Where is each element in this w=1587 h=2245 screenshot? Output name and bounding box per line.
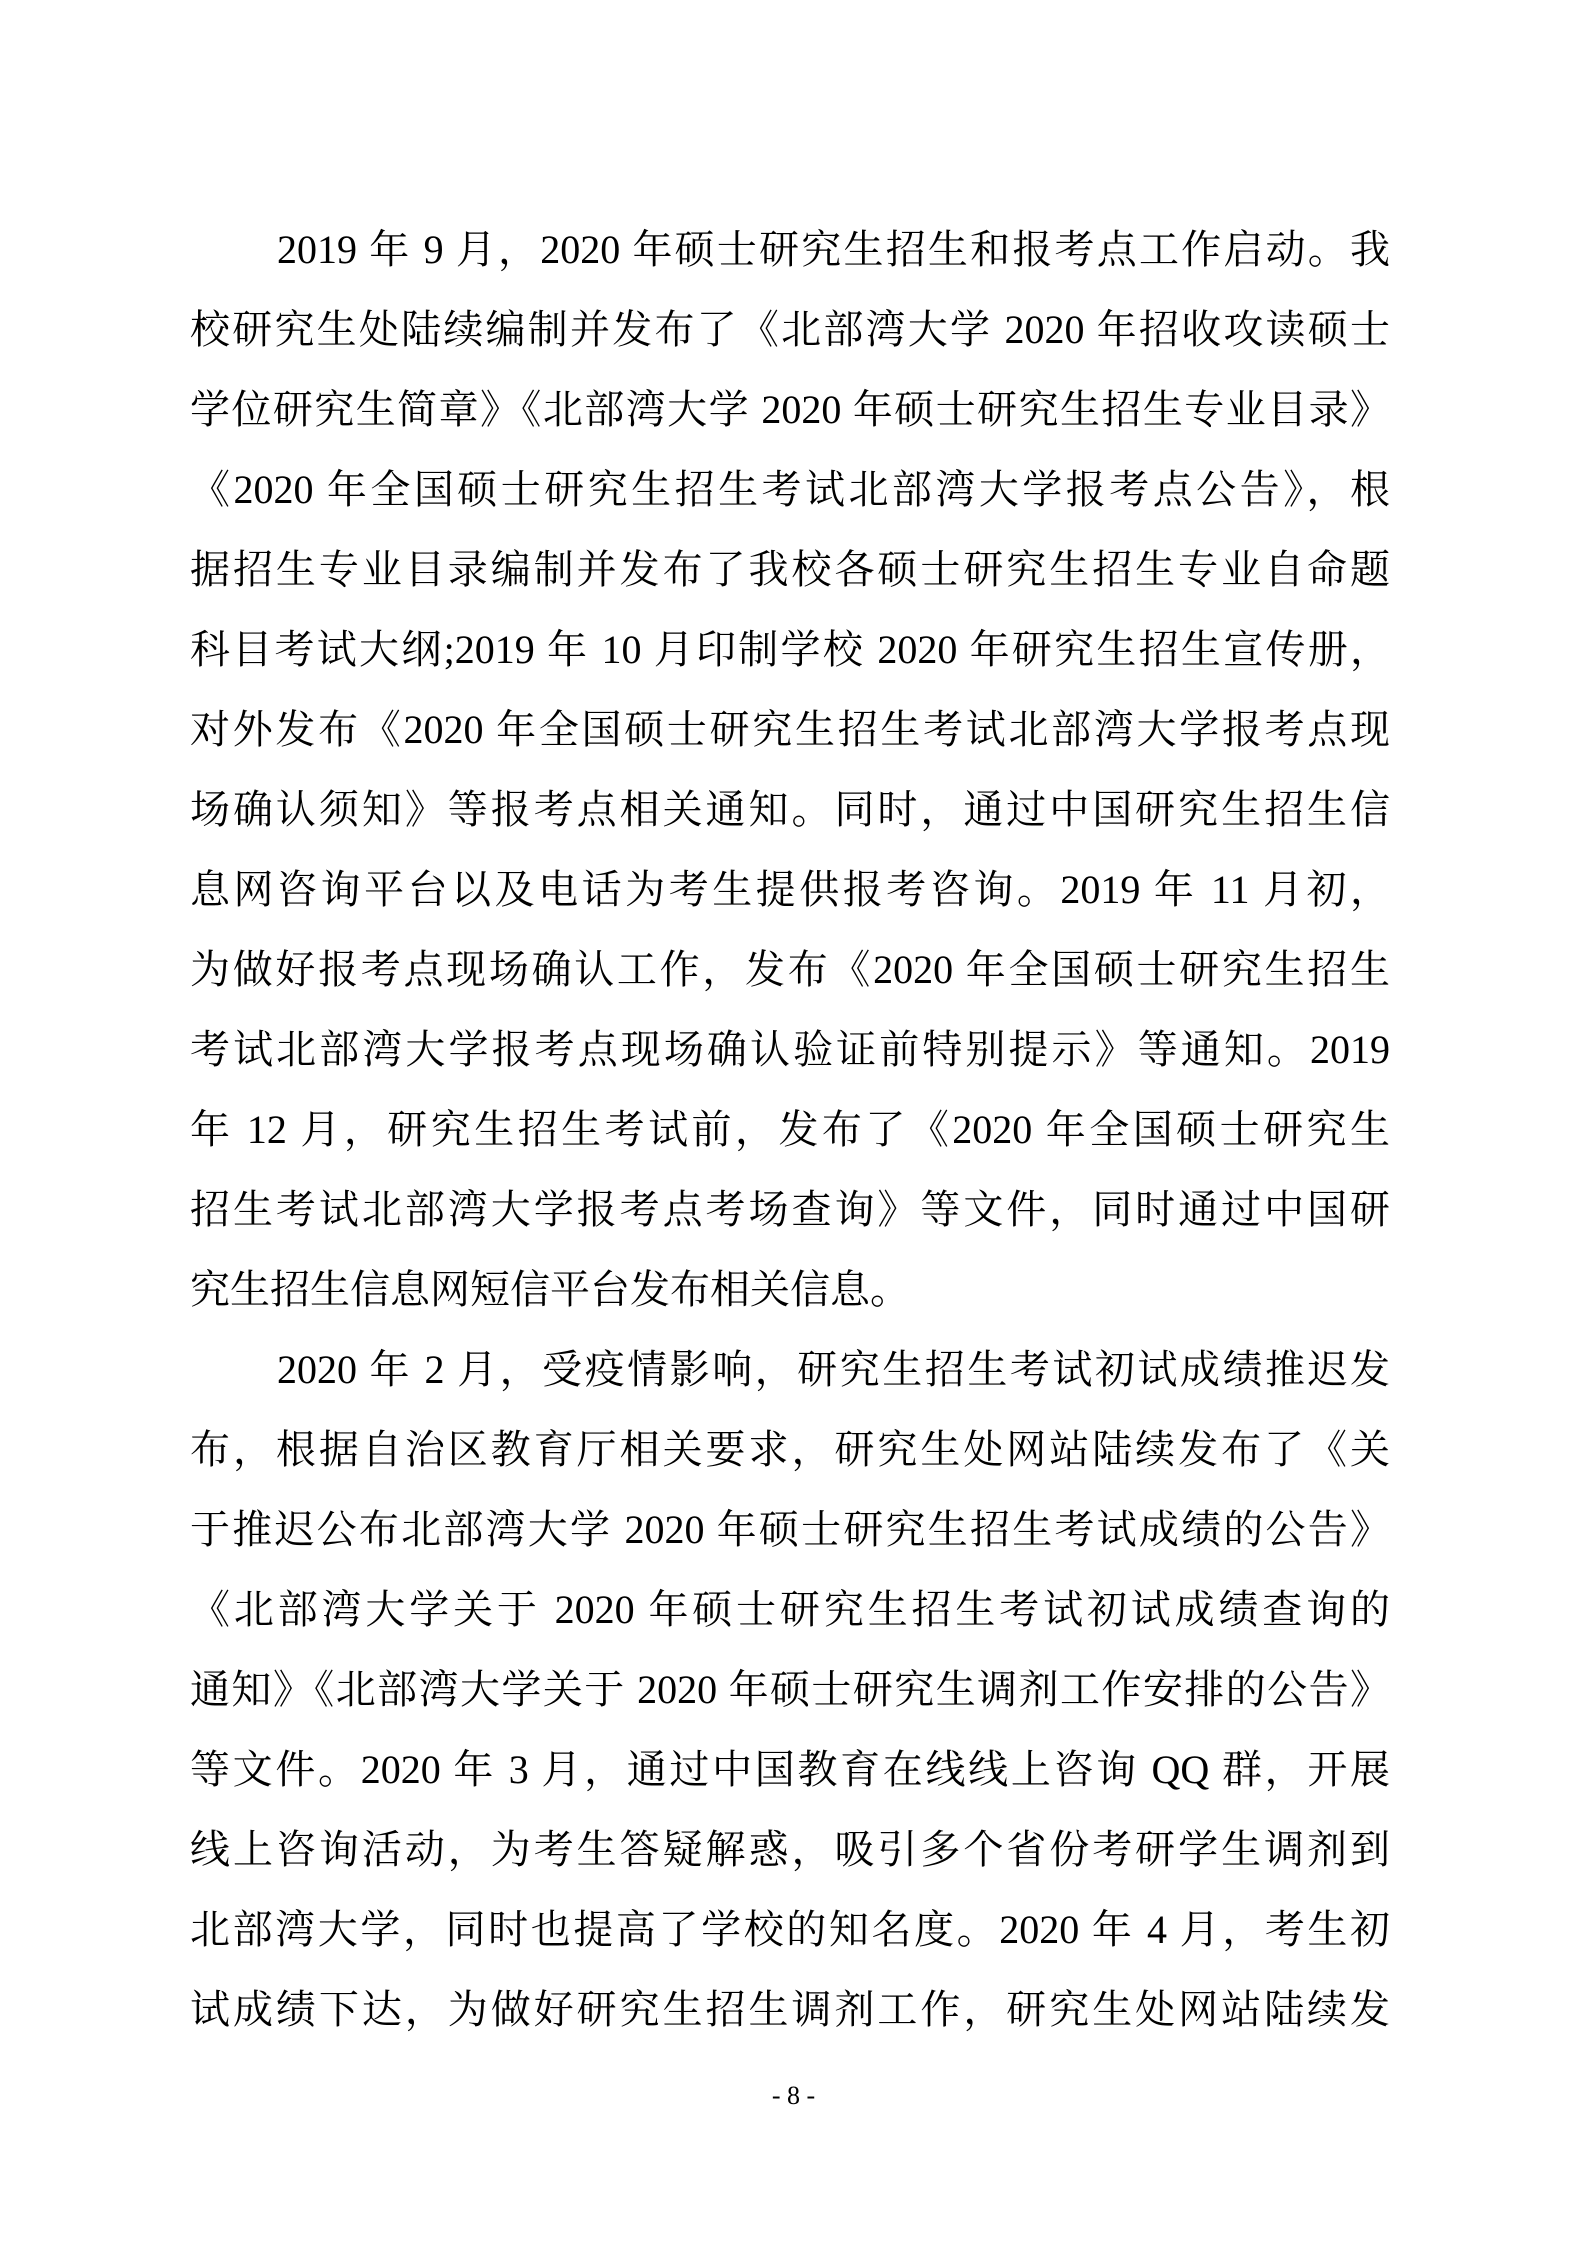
body-line: 场确认须知》等报考点相关通知。同时，通过中国研究生招生信 — [190, 787, 1390, 832]
body-line: 北部湾大学，同时也提高了学校的知名度。2020 年 4 月，考生初 — [190, 1907, 1390, 1952]
body-line: 试成绩下达，为做好研究生招生调剂工作，研究生处网站陆续发 — [190, 1987, 1390, 2032]
body-line: 息网咨询平台以及电话为考生提供报考咨询。2019 年 11 月初， — [190, 867, 1390, 912]
body-line: 布，根据自治区教育厅相关要求，研究生处网站陆续发布了《关 — [190, 1427, 1390, 1472]
body-line: 2020 年 2 月，受疫情影响，研究生招生考试初试成绩推迟发 — [277, 1347, 1390, 1392]
body-line: 《北部湾大学关于 2020 年硕士研究生招生考试初试成绩查询的 — [190, 1587, 1390, 1632]
body-line: 为做好报考点现场确认工作，发布《2020 年全国硕士研究生招生 — [190, 947, 1390, 992]
body-line: 通知》《北部湾大学关于 2020 年硕士研究生调剂工作安排的公告》 — [190, 1667, 1390, 1712]
body-line: 2019 年 9 月，2020 年硕士研究生招生和报考点工作启动。我 — [277, 227, 1390, 272]
body-line: 招生考试北部湾大学报考点考场查询》等文件，同时通过中国研 — [190, 1187, 1390, 1232]
body-line: 学位研究生简章》《北部湾大学 2020 年硕士研究生招生专业目录》 — [190, 387, 1390, 432]
paragraph — [190, 1330, 1390, 2050]
page-number: - 8 - — [771, 2081, 816, 2110]
body-line: 于推迟公布北部湾大学 2020 年硕士研究生招生考试成绩的公告》 — [190, 1507, 1390, 1552]
body-line: 《2020 年全国硕士研究生招生考试北部湾大学报考点公告》，根 — [190, 467, 1390, 512]
body-line: 据招生专业目录编制并发布了我校各硕士研究生招生专业自命题 — [190, 547, 1390, 592]
paragraph — [190, 210, 1390, 1330]
body-line: 等文件。2020 年 3 月，通过中国教育在线线上咨询 QQ 群，开展 — [190, 1747, 1390, 1792]
body-line: 对外发布《2020 年全国硕士研究生招生考试北部湾大学报考点现 — [190, 707, 1390, 752]
body-line: 科目考试大纲;2019 年 10 月印制学校 2020 年研究生招生宣传册， — [190, 627, 1390, 672]
body-line: 线上咨询活动，为考生答疑解惑，吸引多个省份考研学生调剂到 — [190, 1827, 1390, 1872]
body-line: 究生招生信息网短信平台发布相关信息。 — [190, 1267, 910, 1312]
body-line: 考试北部湾大学报考点现场确认验证前特别提示》等通知。2019 — [190, 1027, 1390, 1072]
body-line: 年 12 月，研究生招生考试前，发布了《2020 年全国硕士研究生 — [190, 1107, 1390, 1152]
body-text-block — [190, 210, 1390, 2050]
body-line: 校研究生处陆续编制并发布了《北部湾大学 2020 年招收攻读硕士 — [190, 307, 1390, 352]
